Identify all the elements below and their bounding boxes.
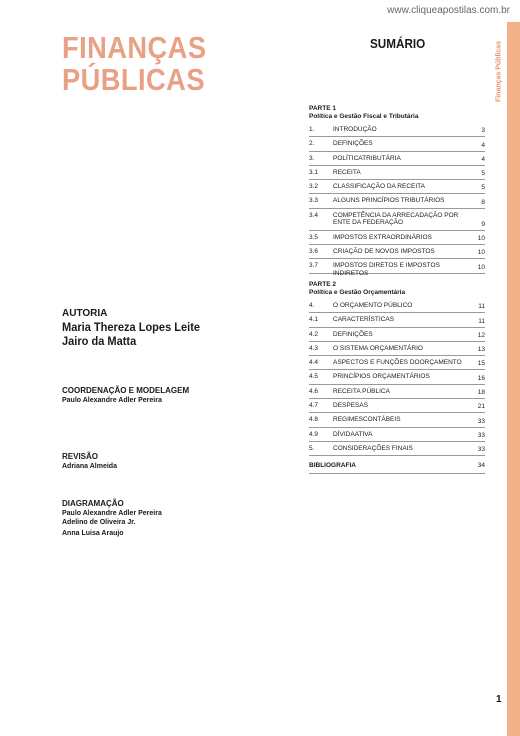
diagramacao-heading: DIAGRAMAÇÃO <box>62 499 124 508</box>
toc-entry-text: O ORÇAMENTO PÚBLICO <box>333 302 413 309</box>
toc-entry-text: RECEITA <box>333 168 361 176</box>
toc-page-number: 11 <box>478 303 485 311</box>
toc-page-number: 4 <box>481 155 485 163</box>
coordenacao-block <box>62 386 189 405</box>
diagramacao-block <box>62 499 162 538</box>
toc-number: 3.7 <box>309 262 319 270</box>
toc-row <box>309 209 485 231</box>
toc-page-number: 33 <box>477 431 485 439</box>
revisao-block <box>62 452 117 471</box>
toc-page-number: 16 <box>477 374 485 382</box>
toc-page-number: 18 <box>477 389 485 397</box>
toc-row <box>309 413 485 427</box>
toc-row <box>309 399 485 413</box>
document-title <box>62 32 206 96</box>
toc-title: SUMÁRIO <box>370 36 426 51</box>
toc-entry-text: COMPETÊNCIA DA ARRECADAÇÃO POR ENTE DA FEDERAÇÃO <box>333 211 459 227</box>
toc-entry-text: ASPECTOS E FUNÇÕES DOORÇAMENTO <box>333 359 462 367</box>
part1-label: PARTE 1 <box>309 105 336 112</box>
diagramacao-name: Anna Luisa Araujo <box>62 530 124 537</box>
toc-page-number: 5 <box>481 184 485 192</box>
toc-row <box>309 194 485 208</box>
page-number: 1 <box>496 694 502 705</box>
toc-row <box>309 428 485 442</box>
title-line-1: FINANÇAS <box>62 30 207 65</box>
toc-page-number: 13 <box>477 346 485 354</box>
toc-number: 2. <box>309 140 315 148</box>
toc-entry-text: RECEITA PÚBLICA <box>333 387 390 395</box>
toc-row <box>309 385 485 399</box>
toc-row <box>309 356 485 370</box>
toc-entry-text: CLASSIFICAÇÃO DA RECEITA <box>333 183 425 191</box>
toc-page-number: 10 <box>477 263 485 271</box>
toc-entry-text: DEFINIÇÕES <box>333 140 373 148</box>
toc-number: 3.1 <box>309 168 319 176</box>
toc-entry-text: INTRODUÇÃO <box>333 126 377 133</box>
toc-row <box>309 166 485 180</box>
diagramacao-name: Adelino de Oliveira Jr. <box>62 519 136 526</box>
diagramacao-name: Paulo Alexandre Adler Pereira <box>62 510 162 517</box>
sidebar-label: Finanças Públicas <box>495 40 503 103</box>
toc-entry-text: O SISTEMA ORÇAMENTÁRIO <box>333 344 423 352</box>
toc-page-number: 5 <box>481 170 485 178</box>
toc-entry-text: REGIMESCONTÁBEIS <box>333 416 401 424</box>
toc-number: 4. <box>309 302 315 309</box>
toc-number: 4.2 <box>309 330 319 338</box>
toc-row <box>309 137 485 151</box>
toc-row <box>309 231 485 245</box>
toc-row <box>309 123 485 137</box>
toc-number: 3.3 <box>309 197 319 205</box>
sidebar-band <box>507 22 520 736</box>
toc-entry-text: DEFINIÇÕES <box>333 330 373 338</box>
coordenacao-heading: COORDENAÇÃO E MODELAGEM <box>62 386 190 395</box>
toc-page-number: 9 <box>481 220 485 228</box>
toc-row <box>309 299 485 313</box>
toc-number: 3.5 <box>309 233 319 241</box>
toc-part1 <box>309 123 485 277</box>
toc-row <box>309 259 485 277</box>
toc-part2 <box>309 299 485 456</box>
toc-entry-text: CONSIDERAÇÕES FINAIS <box>333 444 413 452</box>
revisao-name: Adriana Almeida <box>62 463 117 470</box>
toc-page-number: 8 <box>481 198 485 206</box>
toc-number: 4.6 <box>309 387 319 395</box>
toc-row <box>309 313 485 327</box>
toc-number: 3.4 <box>309 211 319 219</box>
author-name: Jairo da Matta <box>62 334 137 348</box>
toc-page-number: 33 <box>477 446 485 454</box>
autoria-heading: AUTORIA <box>62 308 108 319</box>
author-name: Maria Thereza Lopes Leite <box>62 320 201 334</box>
toc-page-number: 10 <box>477 235 485 243</box>
toc-number: 1. <box>309 126 315 133</box>
toc-number: 4.1 <box>309 316 319 324</box>
toc-row <box>309 152 485 166</box>
part1-subtitle: Política e Gestão Fiscal e Tributária <box>309 113 419 120</box>
part2-label: PARTE 2 <box>309 281 336 288</box>
toc-page-number: 12 <box>477 331 485 339</box>
toc-number: 4.7 <box>309 402 319 410</box>
toc-row <box>309 342 485 356</box>
toc-page-number: 10 <box>477 249 485 257</box>
toc-number: 5. <box>309 444 315 452</box>
part2-header <box>309 281 485 297</box>
toc-entry-text: IMPOSTOS DIRETOS E IMPOSTOS INDIRETOS <box>333 262 440 277</box>
toc-page-number: 33 <box>477 417 485 425</box>
toc-row <box>309 328 485 342</box>
toc-entry-text: POLÍTICATRIBUTÁRIA <box>333 154 401 162</box>
part2-subtitle: Política e Gestão Orçamentária <box>309 289 406 296</box>
toc-row <box>309 180 485 194</box>
toc-entry-text: CARACTERÍSTICAS <box>333 316 395 324</box>
toc-number: 3.6 <box>309 248 319 256</box>
bibliografia-label: BIBLIOGRAFIA <box>309 462 356 469</box>
title-line-2: PÚBLICAS <box>62 62 205 97</box>
toc-entry-text: DESPESAS <box>333 402 369 410</box>
toc-number: 4.3 <box>309 344 319 352</box>
bibliografia-page: 34 <box>477 462 485 469</box>
toc-row <box>309 245 485 259</box>
toc-number: 4.8 <box>309 416 319 424</box>
toc-number: 4.4 <box>309 359 319 367</box>
toc-number: 3.2 <box>309 183 319 191</box>
toc-entry-text: DÍVIDAATIVA <box>333 430 373 438</box>
toc-entry-text: CRIAÇÃO DE NOVOS IMPOSTOS <box>333 248 435 256</box>
toc-entry-text: ALGUNS PRINCÍPIOS TRIBUTÁRIOS <box>333 197 445 205</box>
toc-page-number: 11 <box>478 317 485 325</box>
toc-bibliografia <box>309 462 485 474</box>
toc-number: 3. <box>309 154 315 162</box>
part1-header <box>309 105 485 121</box>
toc-entry-text: IMPOSTOS EXTRAORDINÁRIOS <box>333 233 432 241</box>
toc-number: 4.5 <box>309 373 319 381</box>
source-url: www.cliqueapostilas.com.br <box>387 5 510 16</box>
toc-page-number: 3 <box>481 127 485 135</box>
revisao-heading: REVISÃO <box>62 452 99 461</box>
toc-page-number: 4 <box>481 141 485 149</box>
toc-page-number: 21 <box>477 403 485 411</box>
toc-entry-text: PRINCÍPIOS ORÇAMENTÁRIOS <box>333 373 430 381</box>
toc-number: 4.9 <box>309 430 319 438</box>
autoria-block <box>62 308 212 348</box>
toc-page-number: 15 <box>477 360 485 368</box>
coordenacao-name: Paulo Alexandre Adler Pereira <box>62 397 162 404</box>
toc-row <box>309 370 485 384</box>
toc-row <box>309 442 485 456</box>
